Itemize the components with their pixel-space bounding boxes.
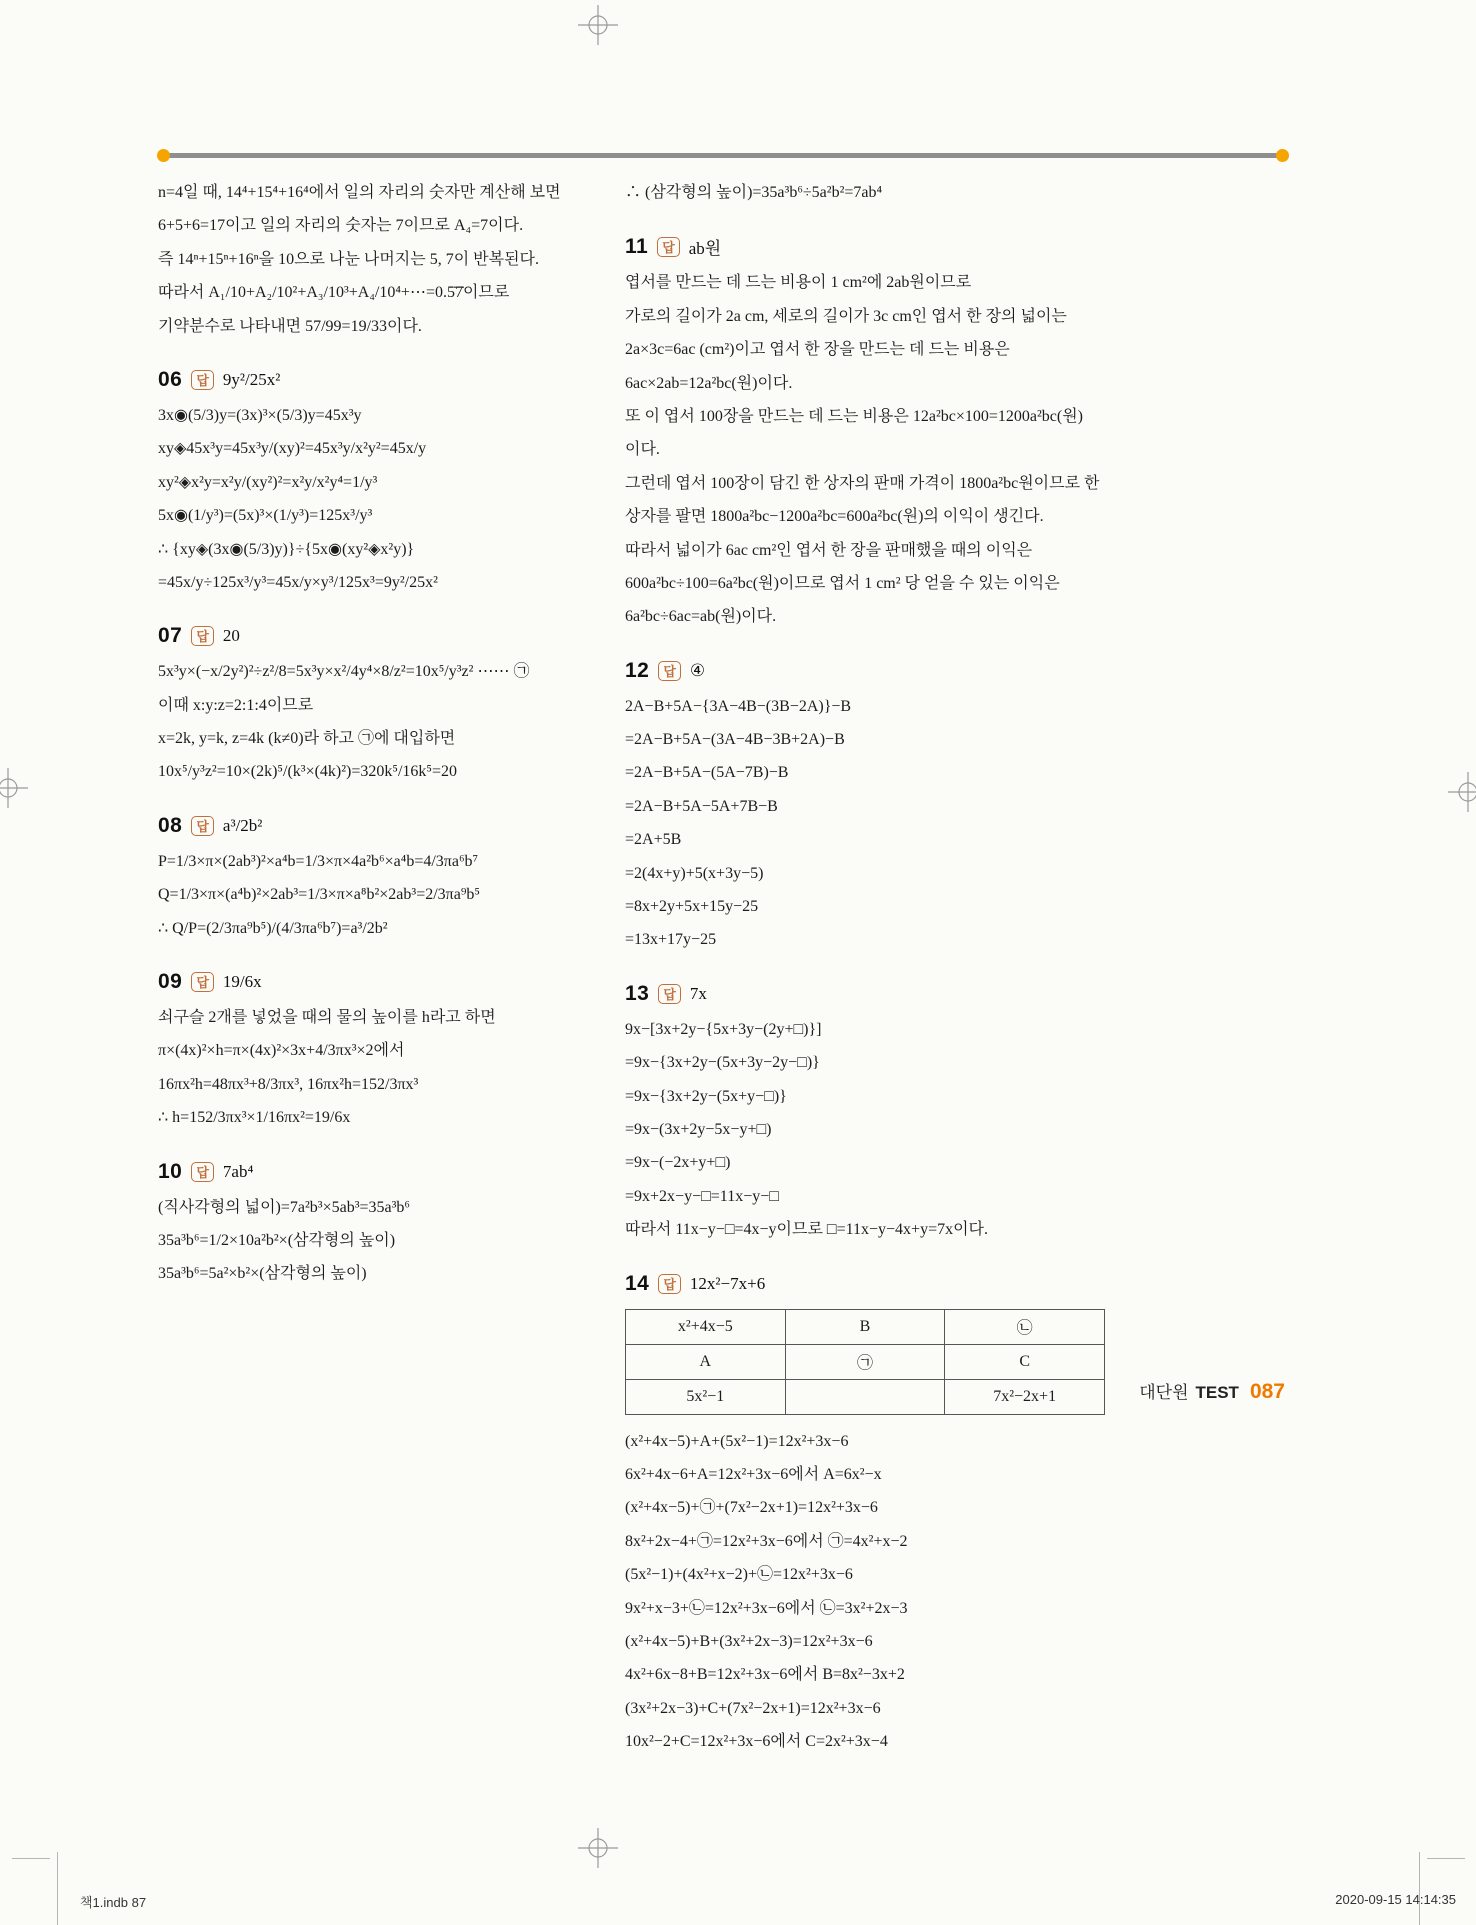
- footer-section-label: 대단원: [1139, 1383, 1189, 1402]
- solution-line: 4x²+6x−8+B=12x²+3x−6에서 B=8x²−3x+2: [625, 1666, 905, 1684]
- solution-line: (5x²−1)+(4x²+x−2)+㉡=12x²+3x−6: [625, 1566, 853, 1584]
- footer-page-number: 087: [1249, 1380, 1285, 1403]
- solution-number: 12: [625, 658, 650, 682]
- solution-line: 9x²+x−3+㉡=12x²+3x−6에서 ㉡=3x²+2x−3: [625, 1599, 908, 1617]
- solution-line: (x²+4x−5)+㉠+(7x²−2x+1)=12x²+3x−6: [625, 1499, 878, 1517]
- answer-badge: 답: [658, 661, 681, 681]
- print-info-file: 책1.indb 87: [80, 1895, 147, 1910]
- solution-13: [625, 982, 1105, 1242]
- table-cell: 5x²−1: [626, 1379, 786, 1414]
- solution-continuation: [625, 182, 1105, 204]
- solution-line: 상자를 팔면 1800a²bc−1200a²bc=600a²bc(원)의 이익이 생긴다.: [625, 508, 1044, 526]
- solution-line: 35a³b⁶=1/2×10a²b²×(삼각형의 높이): [158, 1231, 396, 1249]
- solution-number: 14: [625, 1271, 650, 1295]
- crop-mark-bottom-left-horizontal: [12, 1858, 50, 1859]
- print-info-timestamp: 2020-09-15 14:14:35: [1335, 1892, 1456, 1907]
- solution-line: =2A+5B: [625, 831, 682, 849]
- answer-text: 7x: [689, 983, 707, 1003]
- crop-mark-bottom-right-horizontal: [1427, 1858, 1465, 1859]
- solution-number: 13: [625, 981, 650, 1005]
- solution-line: (직사각형의 넓이)=7a²b³×5ab³=35a³b⁶: [158, 1198, 410, 1216]
- solution-line: =9x−(−2x+y+□): [625, 1154, 731, 1172]
- registration-mark-bottom: [578, 1828, 618, 1868]
- solution-line: 3x◉(5/3)y=(3x)³×(5/3)y=45x³y: [158, 406, 362, 424]
- table-cell: 7x²−2x+1: [945, 1379, 1105, 1414]
- solution-header: [158, 624, 598, 648]
- solution-line: ∴ h=152/3πx³×1/16πx²=19/6x: [158, 1109, 351, 1127]
- solution-line: 또 이 엽서 100장을 만드는 데 드는 비용은 12a²bc×100=1200a²bc(원): [625, 407, 1083, 425]
- rule-dot-left: [157, 149, 170, 162]
- solution-header: [158, 1160, 598, 1184]
- solution-number: 09: [158, 970, 183, 994]
- answer-table: [625, 1309, 1105, 1415]
- solution-line: 10x²−2+C=12x²+3x−6에서 C=2x²+3x−4: [625, 1733, 888, 1751]
- answer-text: a³/2b²: [222, 815, 263, 835]
- solution-number: 11: [625, 234, 649, 258]
- solution-header: [158, 368, 598, 392]
- table-row: [626, 1344, 1105, 1379]
- solution-line: 6+5+6=17이고 일의 자리의 숫자는 7이므로 A₄=7이다.: [158, 217, 524, 235]
- solution-line: 엽서를 만드는 데 드는 비용이 1 cm²에 2ab원이므로: [625, 274, 972, 292]
- answer-text: 9y²/25x²: [222, 369, 281, 389]
- solution-header: [625, 1272, 1105, 1296]
- table-cell: x²+4x−5: [626, 1309, 786, 1344]
- solution-line: xy◈45x³y=45x³y/(xy)²=45x³y/x²y²=45x/y: [158, 440, 427, 458]
- table-cell: ㉡: [945, 1309, 1105, 1344]
- solution-line: π×(4x)²×h=π×(4x)²×3x+4/3πx³×2에서: [158, 1042, 405, 1060]
- solution-line: 8x²+2x−4+㉠=12x²+3x−6에서 ㉠=4x²+x−2: [625, 1532, 908, 1550]
- solution-header: [625, 234, 1105, 259]
- solution-line: (x²+4x−5)+A+(5x²−1)=12x²+3x−6: [625, 1432, 849, 1450]
- solution-14: [625, 1272, 1105, 1754]
- solution-line: 5x◉(1/y³)=(5x)³×(1/y³)=125x³/y³: [158, 507, 373, 525]
- solution-line: 16πx²h=48πx³+8/3πx³, 16πx²h=152/3πx³: [158, 1075, 419, 1093]
- solution-line: Q=1/3×π×(a⁴b)²×2ab³=1/3×π×a⁸b²×2ab³=2/3πa⁹b⁵: [158, 886, 480, 904]
- registration-mark-right: [1448, 772, 1476, 812]
- solution-line: 따라서 11x−y−□=4x−y이므로 □=11x−y−4x+y=7x이다.: [625, 1221, 988, 1239]
- solution-line: xy²◈x²y=x²y/(xy²)²=x²y/x²y⁴=1/y³: [158, 473, 378, 491]
- solution-line: =45x/y÷125x³/y³=45x/y×y³/125x³=9y²/25x²: [158, 573, 438, 591]
- crop-mark-bottom-right-vertical: [1419, 1852, 1420, 1925]
- answer-text: ab원: [688, 239, 722, 259]
- solution-number: 07: [158, 624, 183, 648]
- section-divider-rule: [163, 153, 1283, 158]
- solution-continuation: [158, 182, 598, 338]
- solution-11: [625, 234, 1105, 628]
- table-row: [626, 1309, 1105, 1344]
- solution-09: [158, 970, 598, 1130]
- answer-badge: 답: [191, 370, 214, 390]
- solution-line: =9x+2x−y−□=11x−y−□: [625, 1187, 779, 1205]
- solution-header: [625, 982, 1105, 1006]
- rule-dot-right: [1276, 149, 1289, 162]
- answer-badge: 답: [658, 984, 681, 1004]
- solution-line: 이다.: [625, 441, 660, 459]
- solution-line: 즉 14ⁿ+15ⁿ+16ⁿ을 10으로 나눈 나머지는 5, 7이 반복된다.: [158, 250, 540, 268]
- page-footer: [1139, 1378, 1285, 1404]
- table-cell: C: [945, 1344, 1105, 1379]
- solution-line: 이때 x:y:z=2:1:4이므로: [158, 696, 314, 714]
- solution-number: 10: [158, 1159, 183, 1183]
- solution-line: 35a³b⁶=5a²×b²×(삼각형의 높이): [158, 1265, 367, 1283]
- answer-badge: 답: [658, 1274, 681, 1294]
- solution-header: [158, 814, 598, 838]
- solutions-content: [158, 182, 1105, 1783]
- solution-07: [158, 624, 598, 784]
- solution-line: 가로의 길이가 2a cm, 세로의 길이가 3c cm인 엽서 한 장의 넓이는: [625, 307, 1067, 325]
- solution-line: =9x−(3x+2y−5x−y+□): [625, 1120, 772, 1138]
- answer-text: 12x²−7x+6: [689, 1273, 766, 1293]
- column-left: [158, 182, 598, 1316]
- footer-test-label: TEST: [1195, 1383, 1239, 1402]
- answer-text: ④: [689, 660, 706, 680]
- solution-line: 6x²+4x−6+A=12x²+3x−6에서 A=6x²−x: [625, 1465, 882, 1483]
- solution-header: [158, 970, 598, 994]
- answer-text: 7ab⁴: [222, 1161, 254, 1181]
- solution-number: 06: [158, 367, 183, 391]
- solution-line: 5x³y×(−x/2y²)²÷z²/8=5x³y×x²/4y⁴×8/z²=10x⁵/y³z² ⋯⋯ ㉠: [158, 663, 530, 681]
- solution-number: 08: [158, 813, 183, 837]
- solution-line: =2(4x+y)+5(x+3y−5): [625, 864, 764, 882]
- solution-line: 따라서 넓이가 6ac cm²인 엽서 한 장을 판매했을 때의 이익은: [625, 541, 1033, 559]
- solution-line: =13x+17y−25: [625, 931, 717, 949]
- solution-line: 6ac×2ab=12a²bc(원)이다.: [625, 374, 793, 392]
- solution-line: 쇠구슬 2개를 넣었을 때의 물의 높이를 h라고 하면: [158, 1009, 496, 1027]
- solution-line: (x²+4x−5)+B+(3x²+2x−3)=12x²+3x−6: [625, 1632, 873, 1650]
- answer-text: 19/6x: [222, 972, 262, 992]
- solution-line: 2a×3c=6ac (cm²)이고 엽서 한 장을 만드는 데 드는 비용은: [625, 341, 1010, 359]
- registration-mark-top: [578, 5, 618, 45]
- solution-line: =2A−B+5A−(3A−4B−3B+2A)−B: [625, 731, 845, 749]
- solution-line: 그런데 엽서 100장이 담긴 한 상자의 판매 가격이 1800a²bc원이므로 한: [625, 474, 1100, 492]
- answer-badge: 답: [191, 972, 214, 992]
- crop-mark-bottom-left-vertical: [57, 1852, 58, 1925]
- table-cell: ㉠: [785, 1344, 945, 1379]
- solution-12: [625, 659, 1105, 952]
- solution-line: ∴ {xy◈(3x◉(5/3)y)}÷{5x◉(xy²◈x²y)}: [158, 540, 415, 558]
- solution-line: 600a²bc÷100=6a²bc(원)이므로 엽서 1 cm² 당 얻을 수 있는 이익은: [625, 574, 1060, 592]
- solution-line: ∴ Q/P=(2/3πa⁹b⁵)/(4/3πa⁶b⁷)=a³/2b²: [158, 919, 388, 937]
- answer-badge: 답: [191, 1162, 214, 1182]
- solution-line: 기약분수로 나타내면 57/99=19/33이다.: [158, 317, 422, 335]
- solution-line: =8x+2y+5x+15y−25: [625, 898, 759, 916]
- solution-line: =9x−{3x+2y−(5x+3y−2y−□)}: [625, 1054, 820, 1072]
- answer-badge: 답: [657, 237, 680, 257]
- solution-06: [158, 368, 598, 594]
- answer-badge: 답: [191, 816, 214, 836]
- solution-line: 9x−[3x+2y−{5x+3y−(2y+□)}]: [625, 1020, 822, 1038]
- table-cell: A: [626, 1344, 786, 1379]
- solution-line: ∴ (삼각형의 높이)=35a³b⁶÷5a²b²=7ab⁴: [625, 184, 883, 201]
- column-right: [625, 182, 1105, 1783]
- solution-08: [158, 814, 598, 940]
- solution-line: n=4일 때, 14⁴+15⁴+16⁴에서 일의 자리의 숫자만 계산해 보면: [158, 184, 561, 201]
- solution-line: x=2k, y=k, z=4k (k≠0)라 하고 ㉠에 대입하면: [158, 730, 456, 748]
- solution-line: 따라서 A₁/10+A₂/10²+A₃/10³+A₄/10⁴+⋯=0.5̇7̇이므로: [158, 284, 510, 302]
- answer-text: 20: [222, 626, 240, 646]
- solution-line: =9x−{3x+2y−(5x+y−□)}: [625, 1087, 787, 1105]
- registration-mark-left: [0, 768, 28, 808]
- table-cell: B: [785, 1309, 945, 1344]
- table-row: [626, 1379, 1105, 1414]
- solution-line: P=1/3×π×(2ab³)²×a⁴b=1/3×π×4a²b⁶×a⁴b=4/3πa⁶b⁷: [158, 852, 479, 870]
- table-cell: [785, 1379, 945, 1414]
- solution-line: =2A−B+5A−5A+7B−B: [625, 797, 778, 815]
- solution-line: 10x⁵/y³z²=10×(2k)⁵/(k³×(4k)²)=320k⁵/16k⁵=20: [158, 763, 458, 781]
- solution-line: 2A−B+5A−{3A−4B−(3B−2A)}−B: [625, 697, 852, 715]
- solution-10: [158, 1160, 598, 1286]
- solution-line: 6a²bc÷6ac=ab(원)이다.: [625, 608, 777, 626]
- solution-line: =2A−B+5A−(5A−7B)−B: [625, 764, 789, 782]
- answer-badge: 답: [191, 626, 214, 646]
- solution-header: [625, 659, 1105, 683]
- solution-line: (3x²+2x−3)+C+(7x²−2x+1)=12x²+3x−6: [625, 1699, 881, 1717]
